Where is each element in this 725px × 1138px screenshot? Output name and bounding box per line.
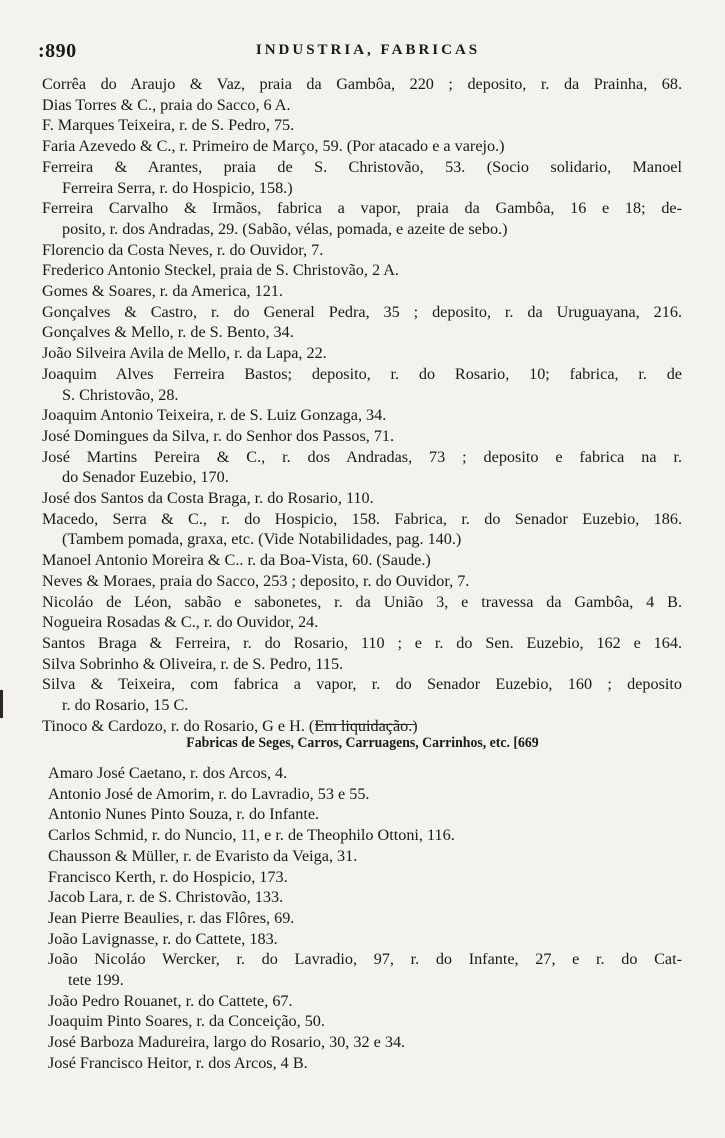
entry-line: Santos Braga & Ferreira, r. do Rosario, 110 ; e r. do Sen. Euzebio, 162 e 164.	[42, 633, 682, 652]
page-header	[38, 40, 698, 64]
running-title: INDUSTRIA, FABRICAS	[255, 42, 481, 58]
entry-continuation: do Senador Euzebio, 170.	[62, 468, 229, 487]
section-carriage-factories	[48, 763, 682, 1074]
entry-line: Amaro José Caetano, r. dos Arcos, 4.	[48, 764, 288, 782]
entry-continuation: posito, r. dos Andradas, 29. (Sabão, vélas, pomada, e azeite de sebo.)	[62, 219, 508, 238]
entry-continuation: (Tambem pomada, graxa, etc. (Vide Notabilidades, pag. 140.)	[62, 530, 462, 549]
entry-line: Gonçalves & Castro, r. do General Pedra, 35 ; deposito, r. da Uruguayana, 216.	[42, 302, 682, 321]
entry-line: José Barboza Madureira, largo do Rosario, 30, 32 e 34.	[48, 1033, 406, 1052]
entry-line: Antonio Nunes Pinto Souza, r. do Infante.	[48, 805, 320, 824]
entry-line: José Domingues da Silva, r. do Senhor dos Passos, 71.	[42, 426, 395, 445]
entry-line: Ferreira & Arantes, praia de S. Christovão, 53. (Socio solidario, Manoel	[42, 157, 682, 176]
entry-line: Ferreira Carvalho & Irmãos, fabrica a vapor, praia da Gambôa, 16 e 18; de-	[42, 199, 682, 218]
entry-line: Neves & Moraes, praia do Sacco, 253 ; deposito, r. do Ouvidor, 7.	[42, 571, 470, 590]
entry-line: Joaquim Alves Ferreira Bastos; deposito, r. do Rosario, 10; fabrica, r. de	[42, 364, 682, 383]
entry-line: Jacob Lara, r. de S. Christovão, 133.	[48, 888, 284, 907]
entry-line: Silva Sobrinho & Oliveira, r. de S. Pedro, 115.	[42, 654, 344, 673]
entry-line: Tinoco & Cardozo, r. do Rosario, G e H. (Em liquidação.)	[42, 716, 418, 735]
entry-line: João Lavignasse, r. do Cattete, 183.	[48, 929, 278, 948]
entry-line: João Nicoláo Wercker, r. do Lavradio, 97, r. do Infante, 27, e r. do Cat-	[48, 950, 682, 969]
entry-line: Gonçalves & Mello, r. de S. Bento, 34.	[42, 323, 294, 342]
section-soap-factories	[42, 74, 682, 737]
entry-line: Francisco Kerth, r. do Hospicio, 173.	[48, 867, 288, 886]
entry-line: Nogueira Rosadas & C., r. do Ouvidor, 24.	[42, 613, 319, 632]
section-heading: Fabricas de Seges, Carros, Carruagens, Carrinhos, etc. [669	[186, 735, 539, 751]
entry-line: Joaquim Pinto Soares, r. da Conceição, 50.	[48, 1012, 325, 1031]
section-divider	[315, 724, 415, 725]
entry-line: José Francisco Heitor, r. dos Arcos, 4 B.	[48, 1053, 308, 1072]
entry-line: Manoel Antonio Moreira & C.. r. da Boa-Vista, 60. (Saude.)	[42, 551, 431, 570]
entry-line: Frederico Antonio Steckel, praia de S. Christovão, 2 A.	[42, 261, 399, 280]
entry-line: José Martins Pereira & C., r. dos Andradas, 73 ; deposito e fabrica na r.	[42, 447, 682, 466]
entry-line: Jean Pierre Beaulies, r. das Flôres, 69.	[48, 908, 295, 927]
entry-line: José dos Santos da Costa Braga, r. do Rosario, 110.	[42, 489, 374, 508]
page-number: :890	[38, 40, 77, 62]
entry-line: Gomes & Soares, r. da America, 121.	[42, 282, 283, 301]
entry-line: Corrêa do Araujo & Vaz, praia da Gambôa, 220 ; deposito, r. da Prainha, 68.	[42, 75, 682, 93]
entry-line: Carlos Schmid, r. do Nuncio, 11, e r. de Theophilo Ottoni, 116.	[48, 826, 455, 845]
entry-line: Antonio José de Amorim, r. do Lavradio, 53 e 55.	[48, 784, 370, 803]
entry-continuation: r. do Rosario, 15 C.	[62, 696, 189, 715]
entry-line: João Silveira Avila de Mello, r. da Lapa, 22.	[42, 344, 327, 363]
entry-line: João Pedro Rouanet, r. do Cattete, 67.	[48, 991, 293, 1010]
entry-continuation: tete 199.	[68, 971, 124, 990]
entry-continuation: S. Christovão, 28.	[62, 385, 179, 404]
entry-line: F. Marques Teixeira, r. de S. Pedro, 75.	[42, 116, 295, 135]
entry-line: Joaquim Antonio Teixeira, r. de S. Luiz Gonzaga, 34.	[42, 406, 387, 425]
entry-line: Florencio da Costa Neves, r. do Ouvidor, 7.	[42, 240, 324, 259]
entry-line: Silva & Teixeira, com fabrica a vapor, r. do Senador Euzebio, 160 ; deposito	[42, 675, 682, 694]
margin-mark	[0, 690, 3, 718]
entry-line: Macedo, Serra & C., r. do Hospicio, 158. Fabrica, r. do Senador Euzebio, 186.	[42, 509, 682, 528]
entry-line: Faria Azevedo & C., r. Primeiro de Março, 59. (Por atacado e a varejo.)	[42, 137, 505, 156]
entry-continuation: Ferreira Serra, r. do Hospicio, 158.)	[62, 178, 293, 197]
entry-line: Nicoláo de Léon, sabão e sabonetes, r. da União 3, e travessa da Gambôa, 4 B.	[42, 592, 682, 611]
entry-line: Dias Torres & C., praia do Sacco, 6 A.	[42, 95, 291, 114]
entry-line: Chausson & Müller, r. de Evaristo da Veiga, 31.	[48, 846, 358, 865]
